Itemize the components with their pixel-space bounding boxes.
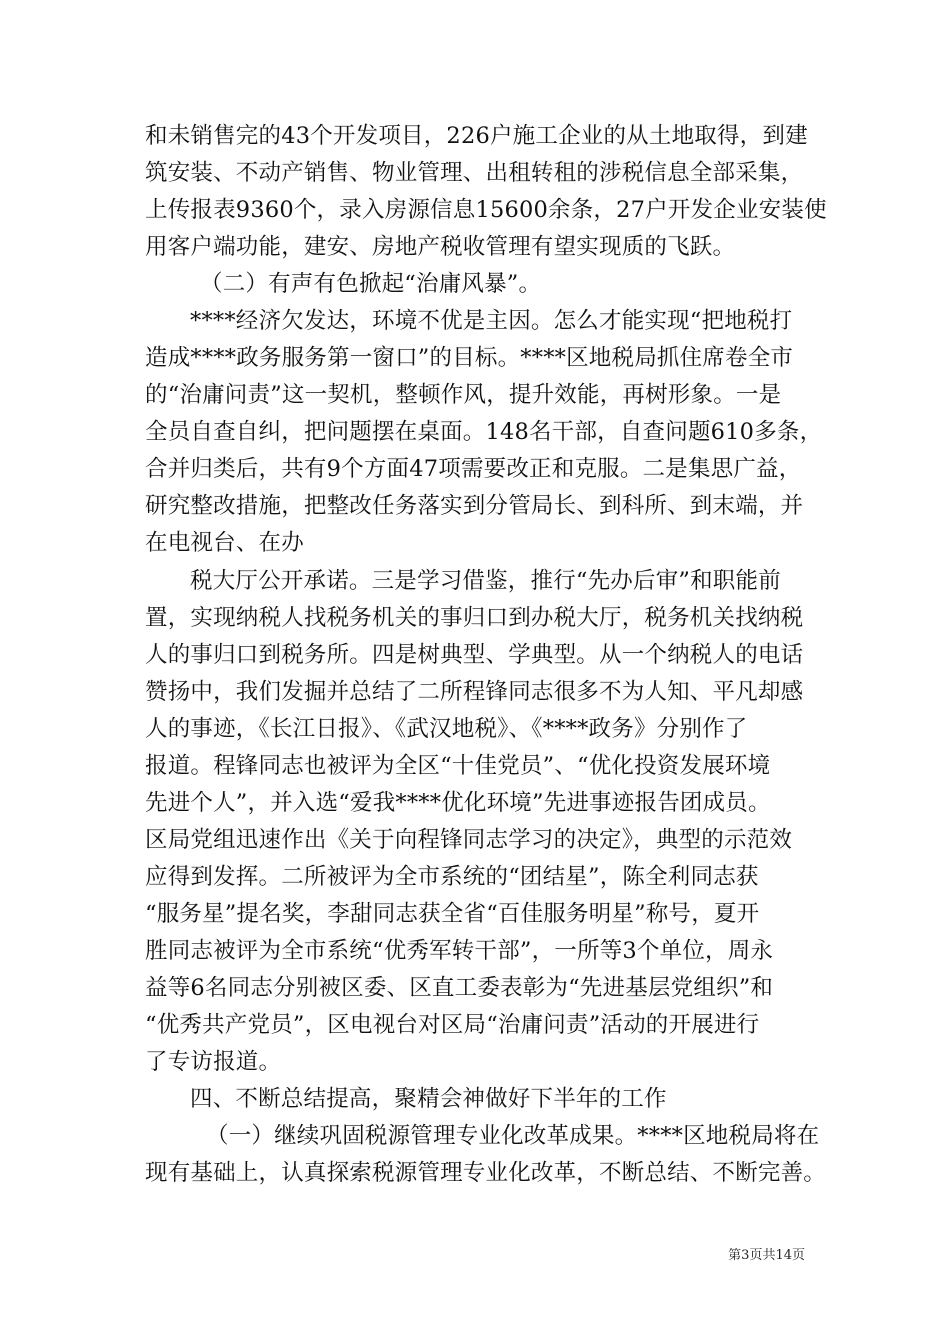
section-heading: （二）有声有色掀起“治庸风暴”。	[200, 271, 542, 297]
page-number-footer: 第3页共14页	[728, 1248, 805, 1263]
paragraph-line: “服务星”提名奖，李甜同志获全省“百佳服务明星”称号，夏开	[145, 901, 760, 927]
paragraph-line: 上传报表9360个，录入房源信息15600余条，27户开发企业安装使	[145, 197, 827, 223]
paragraph-line: 了专访报道。	[145, 1049, 282, 1075]
paragraph-line: 人的事归口到税务所。四是树典型、学典型。从一个纳税人的电话	[145, 642, 804, 668]
paragraph-line: 筑安装、不动产销售、物业管理、出租转租的涉税信息全部采集，	[145, 160, 804, 186]
paragraph-line: 现有基础上，认真探索税源管理专业化改革，不断总结、不断完善。	[145, 1160, 827, 1186]
paragraph-line: 人的事迹，《长江日报》、《武汉地税》、《****政务》分别作了	[145, 716, 748, 742]
paragraph-line: ****经济欠发达，环境不优是主因。怎么才能实现“把地税打	[190, 308, 793, 334]
paragraph-line: 益等6名同志分别被区委、区直工委表彰为“先进基层党组织”和	[145, 975, 774, 1001]
paragraph-line: （一）继续巩固税源管理专业化改革成果。****区地税局将在	[206, 1123, 820, 1149]
paragraph-line: 置，实现纳税人找税务机关的事归口到办税大厅，税务机关找纳税	[145, 605, 804, 631]
paragraph-line: 和未销售完的43个开发项目，226户施工企业的从土地取得，到建	[145, 123, 808, 149]
paragraph-line: 合并归类后，共有9个方面47项需要改正和克服。二是集思广益，	[145, 456, 802, 482]
paragraph-line: 先进个人”，并入选“爱我****优化环境”先进事迹报告团成员。	[145, 790, 771, 816]
paragraph-line: “优秀共产党员”，区电视台对区局“治庸问责”活动的开展进行	[145, 1012, 760, 1038]
paragraph-line: 报道。程锋同志也被评为全区“十佳党员”、“优化投资发展环境	[145, 753, 771, 779]
paragraph-line: 用客户端功能，建安、房地产税收管理有望实现质的飞跃。	[145, 234, 736, 260]
paragraph-line: 胜同志被评为全市系统“优秀军转干部”，一所等3个单位，周永	[145, 938, 774, 964]
paragraph-line: 造成****政务服务第一窗口”的目标。****区地税局抓住席卷全市	[145, 345, 794, 371]
paragraph-line: 研究整改措施，把整改任务落实到分管局长、到科所、到末端，并	[145, 493, 804, 519]
paragraph-line: 在电视台、在办	[145, 530, 304, 556]
paragraph-line: 税大厅公开承诺。三是学习借鉴，推行“先办后审”和职能前	[190, 568, 781, 594]
paragraph-line: 全员自查自纠，把问题摆在桌面。148名干部，自查问题610多条，	[145, 419, 823, 445]
paragraph-line: 的“治庸问责”这一契机，整顿作风，提升效能，再树形象。一是	[145, 382, 782, 408]
paragraph-line: 区局党组迅速作出《关于向程锋同志学习的决定》，典型的示范效	[145, 827, 793, 853]
paragraph-line: 赞扬中，我们发掘并总结了二所程锋同志很多不为人知、平凡却感	[145, 679, 804, 705]
paragraph-line: 应得到发挥。二所被评为全市系统的“团结星”，陈全利同志获	[145, 864, 759, 890]
section-heading: 四、不断总结提高，聚精会神做好下半年的工作	[190, 1086, 667, 1112]
